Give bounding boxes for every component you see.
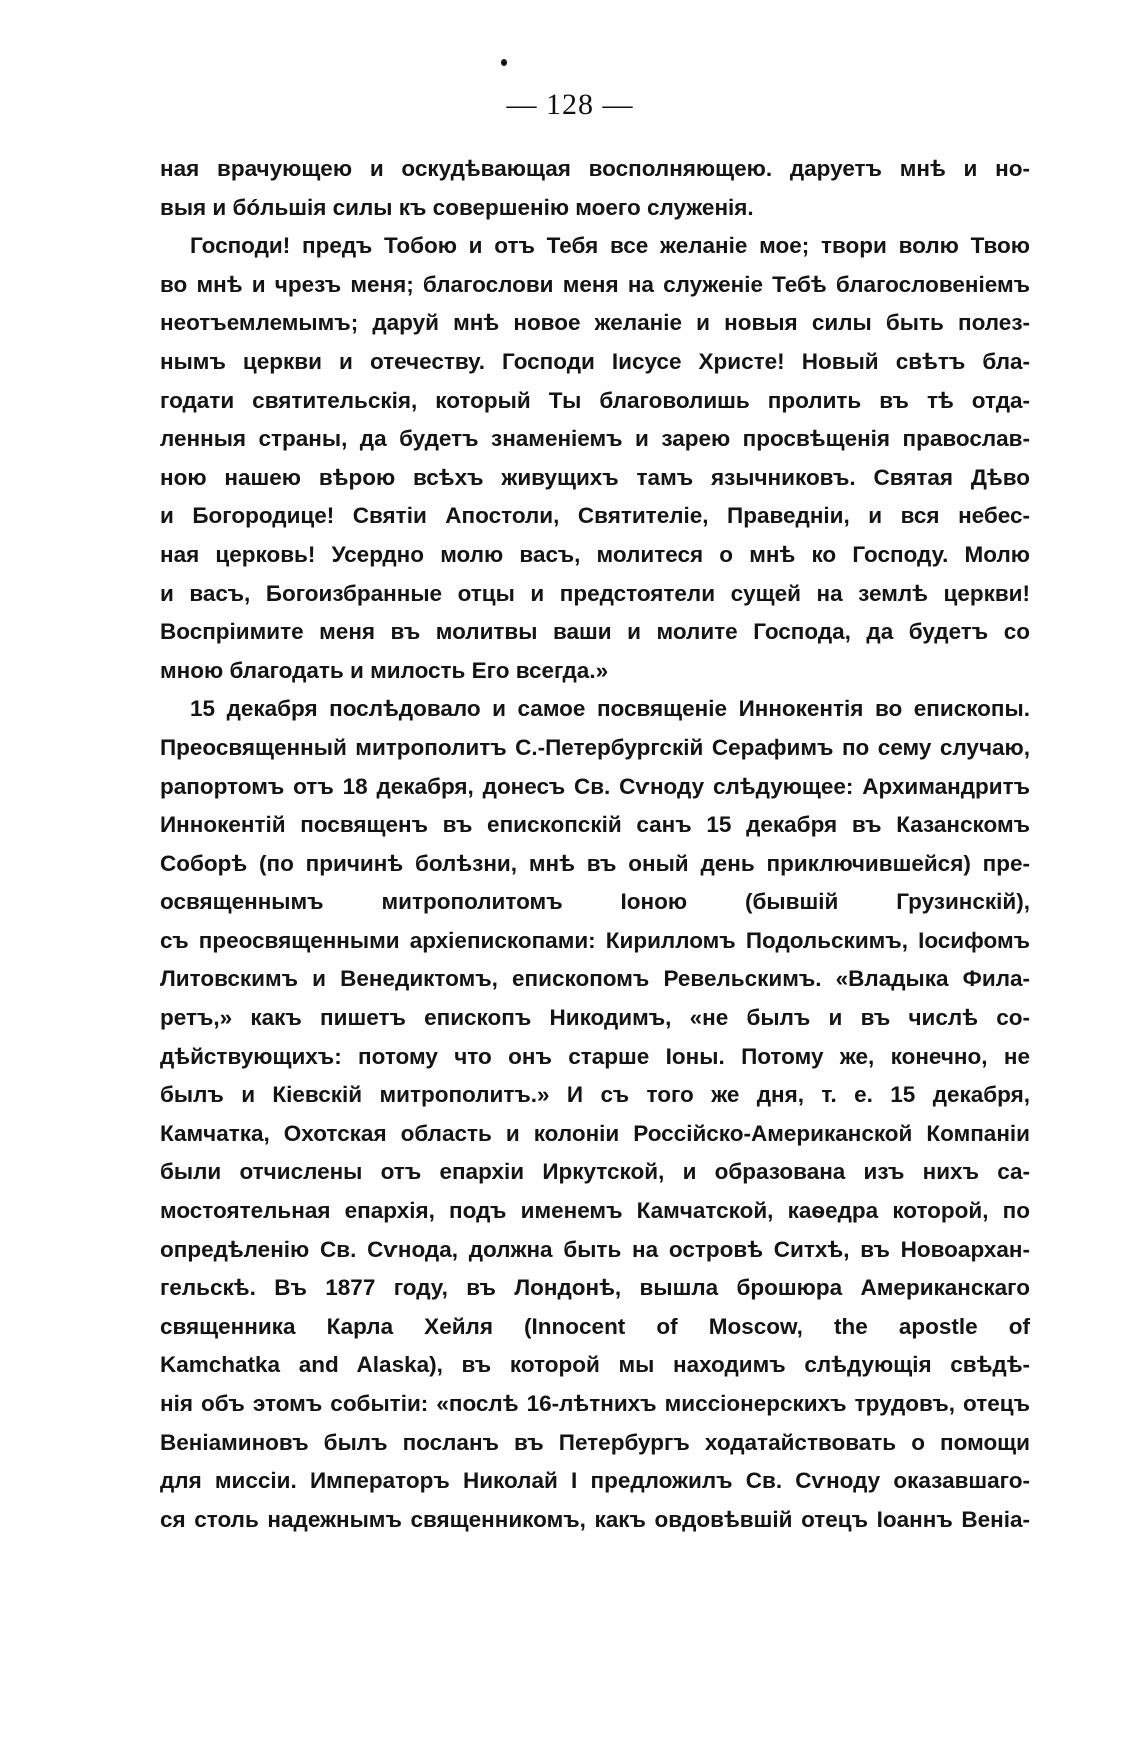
- text-line: Господи! предъ Тобою и отъ Тебя все желаніе мое; твори волю Твою: [190, 233, 1030, 259]
- body-text: [160, 150, 1030, 1539]
- text-line: опредѣленію Св. Сѵнода, должна быть на островѣ Ситхѣ, въ Новоархан-: [160, 1236, 1030, 1262]
- text-line: ная церковь! Усердно молю васъ, молитеся о мнѣ ко Господу. Молю: [160, 541, 1030, 567]
- text-line: для миссіи. Императоръ Николай I предложилъ Св. Сѵноду оказавшаго-: [160, 1468, 1030, 1494]
- text-line: ся столь надежнымъ священникомъ, какъ овдовѣвшій отецъ Іоаннъ Веніа-: [160, 1506, 1030, 1532]
- text-line: выя и бóльшія силы къ совершенію моего служенія.: [160, 194, 754, 220]
- text-line: былъ и Кіевскій митрополитъ.» И съ того же дня, т. е. 15 декабря,: [160, 1082, 1030, 1108]
- text-line: ною нашею вѣрою всѣхъ живущихъ тамъ язычниковъ. Святая Дѣво: [160, 464, 1030, 490]
- text-line: дѣйствующихъ: потому что онъ старше Іоны. Потому же, конечно, не: [160, 1043, 1030, 1069]
- text-line: гельскѣ. Въ 1877 году, въ Лондонѣ, вышла брошюра Американскаго: [160, 1275, 1030, 1301]
- text-line: нымъ церкви и отечеству. Господи Іисусе Христе! Новый свѣтъ бла-: [160, 348, 1030, 374]
- text-line: и васъ, Богоизбранные отцы и предстоятели сущей на землѣ церкви!: [160, 580, 1030, 606]
- text-line: Иннокентій посвященъ въ епископскій санъ 15 декабря въ Казанскомъ: [160, 812, 1030, 838]
- text-line: Соборѣ (по причинѣ болѣзни, мнѣ въ оный день приключившейся) пре-: [160, 850, 1030, 876]
- text-line: священника Карла Хейля (Innocent of Moscow, the apostle of: [160, 1313, 1030, 1339]
- text-line: нія объ этомъ событіи: «послѣ 16-лѣтнихъ миссіонерскихъ трудовъ, отецъ: [160, 1391, 1030, 1416]
- text-line: мостоятельная епархія, подъ именемъ Камчатской, каѳедра которой, по: [160, 1198, 1030, 1224]
- text-line: Воспріимите меня въ молитвы ваши и молите Господа, да будетъ со: [160, 619, 1030, 645]
- text-line: 15 декабря послѣдовало и самое посвященіе Иннокентія во епископы.: [190, 696, 1030, 722]
- text-line: во мнѣ и чрезъ меня; благослови меня на служеніе Тебѣ благословеніемъ: [160, 271, 1030, 297]
- text-line: ленныя страны, да будетъ знаменіемъ и зарею просвѣщенія православ-: [160, 426, 1030, 452]
- text-line: Литовскимъ и Венедиктомъ, епископомъ Ревельскимъ. «Владыка Фила-: [160, 966, 1030, 992]
- ink-speck: [501, 59, 507, 66]
- text-line: ная врачующею и оскудѣвающая восполняющею. даруетъ мнѣ и но-: [160, 156, 1030, 181]
- page-number: — 128 —: [506, 88, 634, 121]
- text-line: были отчислены отъ епархіи Иркутской, и образована изъ нихъ са-: [160, 1159, 1030, 1185]
- text-line: годати святительскія, который Ты благоволишь пролить въ тѣ отда-: [160, 387, 1030, 413]
- text-line: неотъемлемымъ; даруй мнѣ новое желаніе и новыя силы быть полез-: [160, 310, 1030, 336]
- text-line: Веніаминовъ былъ посланъ въ Петербургъ ходатайствовать о помощи: [160, 1429, 1030, 1455]
- text-line: Kamchatka and Alaska), въ которой мы находимъ слѣдующія свѣдѣ-: [160, 1352, 1030, 1378]
- text-line: освященнымъ митрополитомъ Іоною (бывшій Грузинскій),: [160, 889, 1030, 915]
- text-line: съ преосвященными архіепископами: Кирилломъ Подольскимъ, Іосифомъ: [160, 927, 1030, 953]
- text-line: ретъ,» какъ пишетъ епископъ Никодимъ, «не былъ и въ числѣ со-: [160, 1005, 1030, 1031]
- text-line: и Богородице! Святіи Апостоли, Святителіе, Праведніи, и вся небес-: [160, 503, 1030, 529]
- text-line: Преосвященный митрополитъ С.-Петербургскій Серафимъ по сему случаю,: [160, 734, 1030, 760]
- text-line: рапортомъ отъ 18 декабря, донесъ Св. Сѵноду слѣдующее: Архимандритъ: [160, 773, 1030, 799]
- text-line: мною благодать и милость Его всегда.»: [160, 657, 609, 683]
- text-line: Камчатка, Охотская область и колоніи Россійско-Американской Компаніи: [160, 1120, 1030, 1146]
